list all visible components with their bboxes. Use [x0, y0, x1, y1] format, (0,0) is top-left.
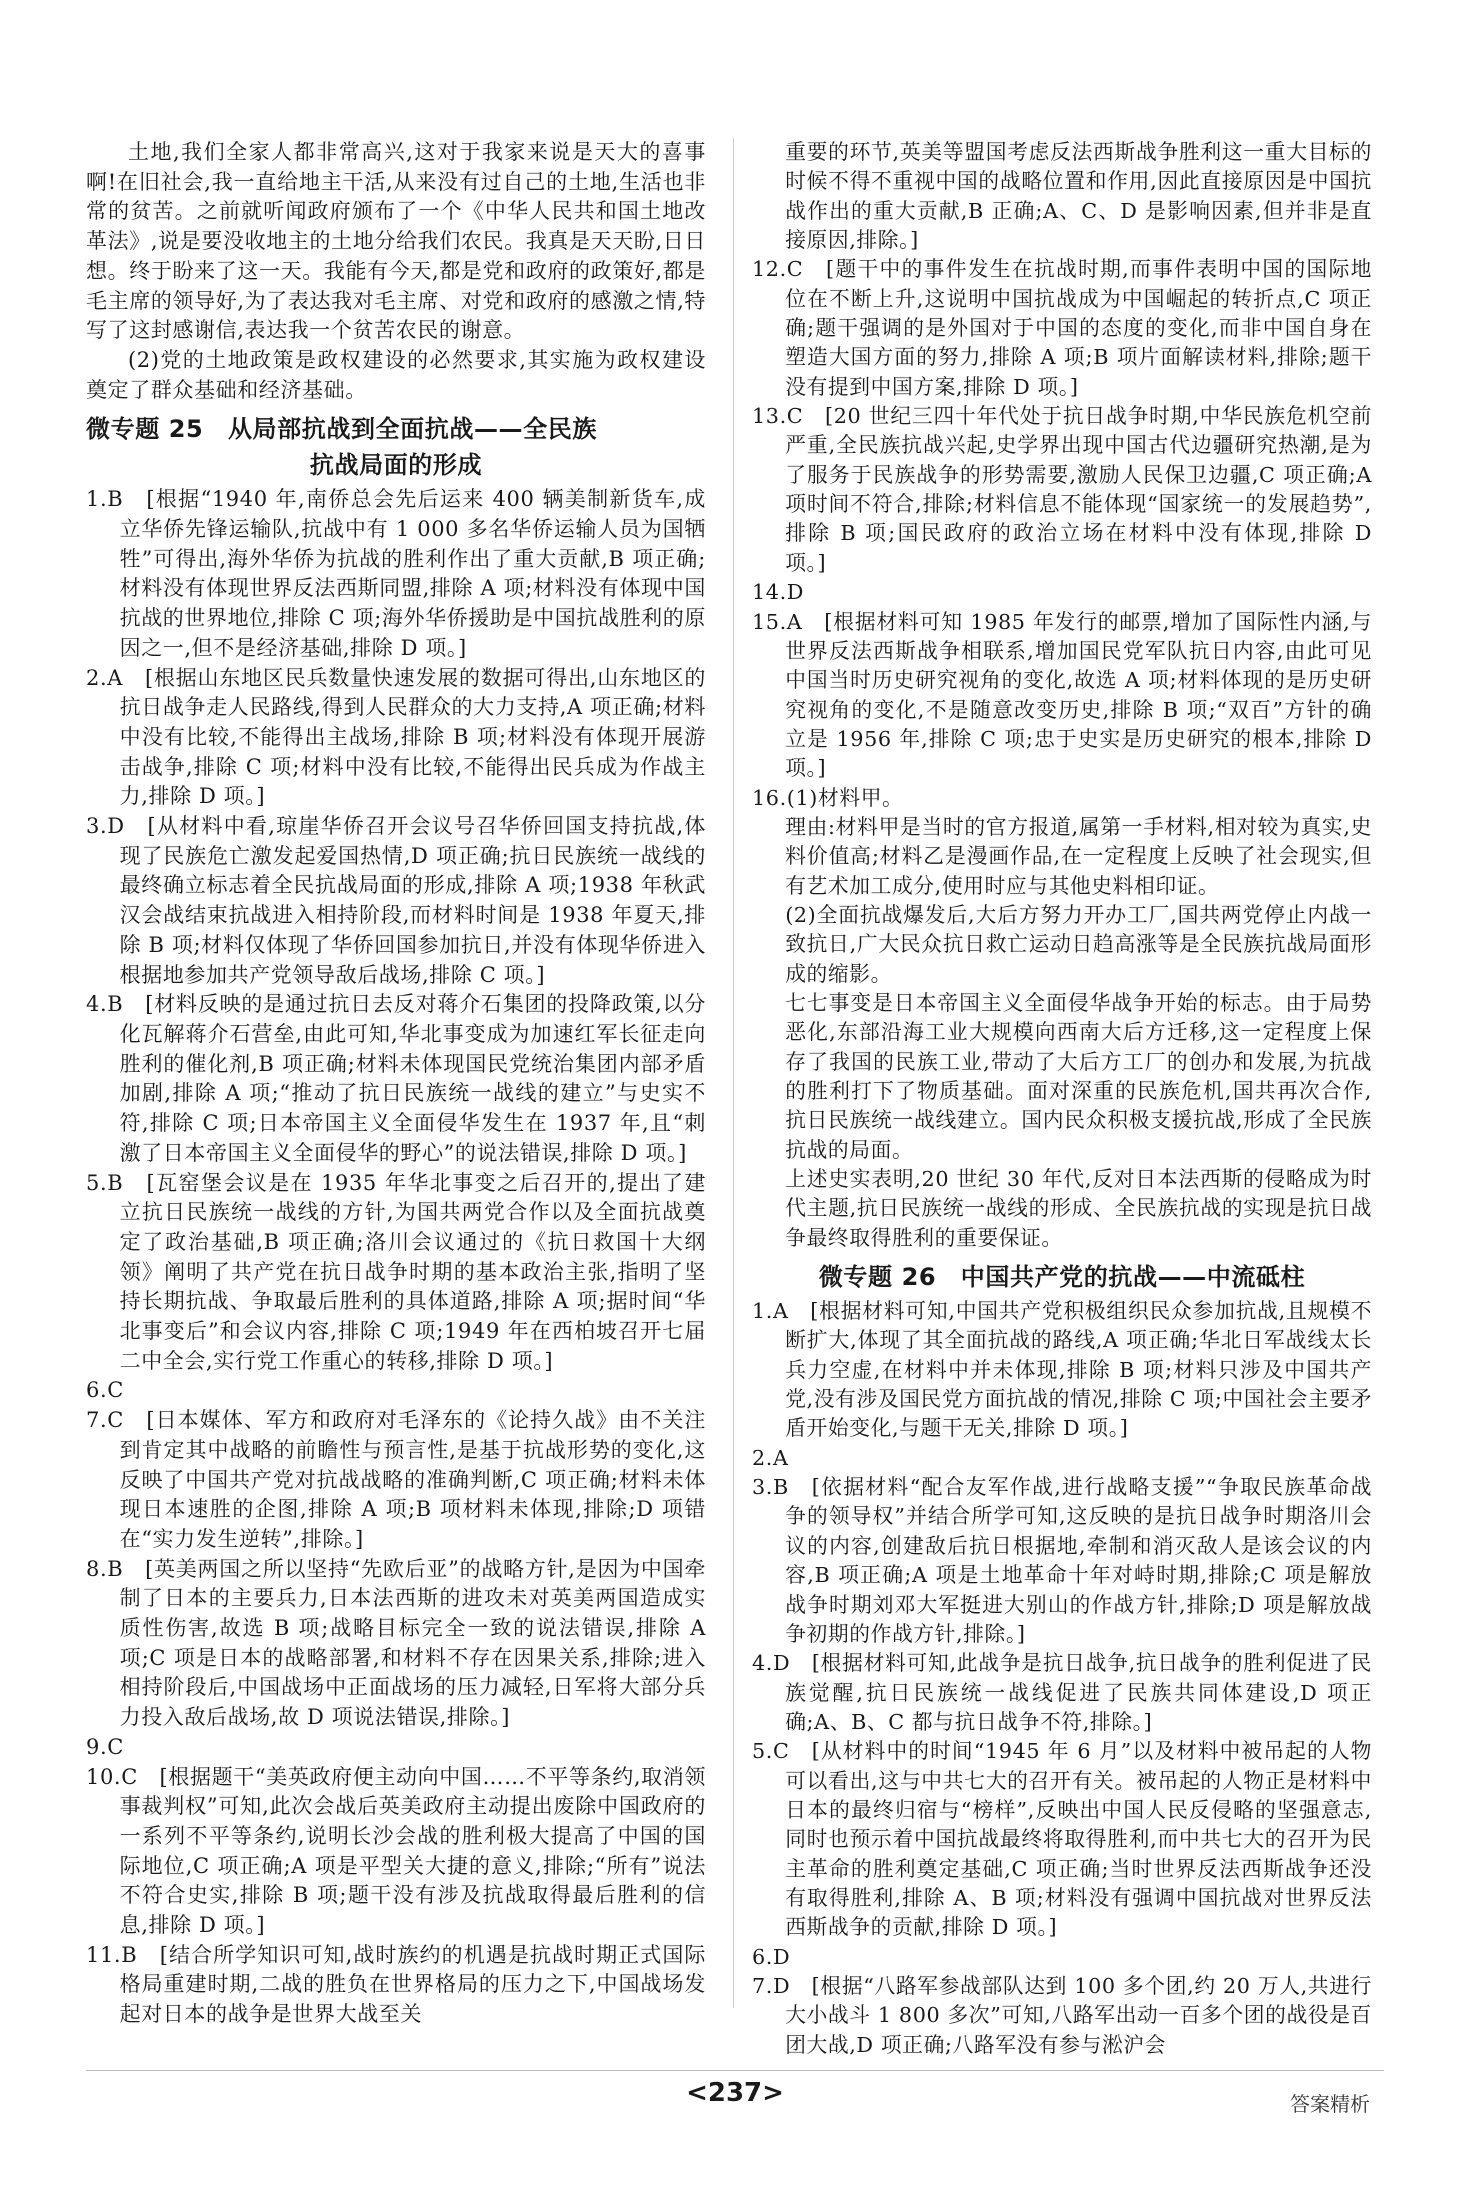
q16-part2-c: 上述史实表明,20 世纪 30 年代,反对日本法西斯的侵略成为时代主题,抗日民族统一战线的形成、全民族抗战的实现是抗日战争最终取得胜利的重要保证。	[785, 1167, 1372, 1250]
answer-item-26-1: 1.A [根据材料可知,中国共产党积极组织民众参加抗战,且规模不断扩大,体现了其全面抗战的路线,A 项正确;华北日军战线太长兵力空虚,在材料中并未体现,排除 B 项;材料只涉及中国共产党,没有涉及国民党方面抗战的情况,排除 C 项;中国社会主要矛盾开始变化,与题干无关,排除 D 项。]	[752, 1299, 1372, 1441]
q16-reason: 理由:材料甲是当时的官方报道,属第一手材料,相对较为真实,史料价值高;材料乙是漫画作品,在一定程度上反映了社会现实,但有艺术加工成分,使用时应与其他史料相印证。	[785, 814, 1372, 898]
q2-paragraph: (2)党的土地政策是政权建设的必然要求,其实施为政权建设奠定了群众基础和经济基础。	[86, 347, 706, 402]
footer-label: 答案精析	[1290, 2092, 1370, 2116]
answer-item-25-7: 7.C [日本媒体、军方和政府对毛泽东的《论持久战》由不关注到肯定其中战略的前瞻性与预言性,是基于抗战形势的变化,这反映了中国共产党对抗战战略的准确判断,C 项正确;材料未体现日本速胜的企图,排除 A 项;B 项材料未体现,排除;D 项错在“实力发生逆转”,排除。]	[86, 1408, 706, 1551]
section-heading-25	[86, 411, 706, 483]
footer-rule	[86, 2070, 1384, 2071]
q16-part2-a: (2)全面抗战爆发后,大后方努力开办工厂,国共两党停止内战一致抗日,广大民众抗日救亡运动日趋高涨等是全民族抗战局面形成的缩影。	[785, 902, 1372, 986]
answer-item-26-6: 6.D	[752, 1944, 791, 1969]
answer-item-26-2: 2.A	[752, 1445, 789, 1470]
right-column	[752, 138, 1372, 2060]
answer-item-25-16: 16.(1)材料甲。	[752, 785, 904, 810]
answer-item-25-6: 6.C	[86, 1378, 124, 1403]
section-heading-25-line1: 微专题 25 从局部抗战到全面抗战——全民族	[86, 415, 597, 444]
answer-item-25-5: 5.B [瓦窑堡会议是在 1935 年华北事变之后召开的,提出了建立抗日民族统一战线的方针,为国共两党合作以及全面抗战奠定了政治基础,B 项正确;洛川会议通过的《抗日救国十大纲领》阐明了共产党在抗日战争时期的基本政治主张,指明了坚持长期抗战、争取最后胜利的具体道路,排除 A 项;据时间“华北事变后”和会议内容,排除 C 项;1949 年在西柏坡召开七届二中全会,实行党工作重心的转移,排除 D 项。]	[86, 1170, 706, 1373]
answer-item-25-10: 10.C [根据题干“美英政府便主动向中国……不平等条约,取消领事裁判权”可知,此次会战后英美政府主动提出废除中国政府的一系列不平等条约,说明长沙会战的胜利极大提高了中国的国际地位,C 项正确;A 项是平型关大捷的意义,排除;“所有”说法不符合史实,排除 B 项;题干没有涉及抗战取得最后胜利的信息,排除 D 项。]	[86, 1764, 706, 1938]
section-heading-26	[752, 1259, 1372, 1295]
answer-item-26-7: 7.D [根据“八路军参战部队达到 100 多个团,约 20 万人,共进行大小战斗 1 800 多次”可知,八路军出动一百多个团的战役是百团大战,D 项正确;八路军没有参与淞沪会	[752, 1973, 1372, 2057]
section-heading-26-title: 微专题 26 中国共产党的抗战——中流砥柱	[818, 1263, 1306, 1292]
q16-part2-b: 七七事变是日本帝国主义全面侵华战争开始的标志。由于局势恶化,东部沿海工业大规模向西南大后方迁移,这一定程度上保存了我国的民族工业,带动了大后方工厂的创办和发展,为抗战的胜利打下了物质基础。面对深重的民族危机,国共再次合作,抗日民族统一战线建立。国内民众积极支援抗战,形成了全民族抗战的局面。	[785, 990, 1372, 1162]
section-heading-25-line2: 抗战局面的形成	[309, 451, 483, 480]
answer-item-25-9: 9.C	[86, 1734, 124, 1759]
answer-item-26-4: 4.D [根据材料可知,此战争是抗日战争,抗日战争的胜利促进了民族觉醒,抗日民族统一战线促进了民族共同体建设,D 项正确;A、B、C 都与抗日战争不符,排除。]	[752, 1651, 1372, 1734]
answer-item-26-5: 5.C [从材料中的时间“1945 年 6 月”以及材料中被吊起的人物可以看出,这与中共七大的召开有关。被吊起的人物正是材料中日本的最终归宿与“榜样”,反映出中国人民反侵略的坚强意志,同时也预示着中国抗战最终将取得胜利,而中共七大的召开为民主革命的胜利奠定基础,C 项正确;当时世界反法西斯战争还没有取得胜利,排除 A、B 项;材料没有强调中国抗战对世界反法西斯战争的贡献,排除 D 项。]	[752, 1739, 1372, 1940]
column-divider	[733, 138, 734, 2008]
answer-item-25-4: 4.B [材料反映的是通过抗日去反对蒋介石集团的投降政策,以分化瓦解蒋介石营垒,由此可知,华北事变成为加速红军长征走向胜利的催化剂,B 项正确;材料未体现国民党统治集团内部矛盾加剧,排除 A 项;“推动了抗日民族统一战线的建立”与史实不符,排除 C 项;日本帝国主义全面侵华发生在 1937 年,且“刺激了日本帝国主义全面侵华的野心”的说法错误,排除 D 项。]	[86, 992, 707, 1165]
answer-item-25-2: 2.A [根据山东地区民兵数量快速发展的数据可得出,山东地区的抗日战争走人民路线,得到人民群众的大力支持,A 项正确;材料中没有比较,不能得出主战场,排除 B 项;材料没有体现开展游击战争,排除 C 项;材料中没有比较,不能得出民兵成为作战主力,排除 D 项。]	[86, 665, 706, 809]
answer-item-26-3: 3.B [依据材料“配合友军作战,进行战略支援”“争取民族革命战争的领导权”并结合所学可知,这反映的是抗日战争时期洛川会议的内容,创建敌后抗日根据地,牵制和消灭敌人是该会议的内容,B 项正确;A 项是土地革命十年对峙时期,排除;C 项是解放战争时期刘邓大军挺进大别山的作战方针,排除;D 项是解放战争初期的作战方针,排除。]	[752, 1475, 1372, 1646]
left-column	[86, 138, 706, 2030]
answer-item-25-12: 12.C [题干中的事件发生在抗战时期,而事件表明中国的国际地位在不断上升,这说明中国抗战成为中国崛起的转折点,C 项正确;题干强调的是外国对于中国的态度的变化,而非中国自身在塑造大国方面的努力,排除 A 项;B 项片面解读材料,排除;题干没有提到中国方案,排除 D 项。]	[752, 257, 1372, 399]
answer-item-25-15: 15.A [根据材料可知 1985 年发行的邮票,增加了国际性内涵,与世界反法西斯战争相联系,增加国民党军队抗日内容,由此可见中国当时历史研究视角的变化,故选 A 项;材料体现的是历史研究视角的变化,不是随意改变历史,排除 B 项;“双百”方针的确立是 1956 年,排除 C 项;忠于史实是历史研究的根本,排除 D 项。]	[752, 609, 1372, 781]
answer-item-25-11: 11.B [结合所学知识可知,战时族约的机遇是抗战时期正式国际格局重建时期,二战的胜负在世界格局的压力之下,中国战场发起对日本的战争是世界大战至关	[86, 1942, 706, 2027]
answer-item-25-8: 8.B [英美两国之所以坚持“先欧后亚”的战略方针,是因为中国牵制了日本的主要兵力,日本法西斯的进攻未对英美两国造成实质性伤害,故选 B 项;战略目标完全一致的说法错误,排除 A 项;C 项是日本的战略部署,和材料不存在因果关系,排除;进入相持阶段后,中国战场中正面战场的压力减轻,日军将大部分兵力投入敌后战场,故 D 项说法错误,排除。]	[86, 1556, 706, 1730]
page-number: <237>	[686, 2078, 784, 2108]
answer-item-25-11-cont: 重要的环节,英美等盟国考虑反法西斯战争胜利这一重大目标的时候不得不重视中国的战略位置和作用,因此直接原因是中国抗战作出的重大贡献,B 正确;A、C、D 是影响因素,但并非是直接原因,排除。]	[785, 140, 1372, 253]
answer-item-25-3: 3.D [从材料中看,琼崖华侨召开会议号召华侨回国支持抗战,体现了民族危亡激发起爱国热情,D 项正确;抗日民族统一战线的最终确立标志着全民抗战局面的形成,排除 A 项;1938 年秋武汉会战结束抗战进入相持阶段,而材料时间是 1938 年夏天,排除 B 项;材料仅体现了华侨回国参加抗日,并没有体现华侨进入根据地参加共产党领导敌后战场,排除 C 项。]	[86, 814, 706, 987]
answer-item-25-1: 1.B [根据“1940 年,南侨总会先后运来 400 辆美制新货车,成立华侨先锋运输队,抗战中有 1 000 多名华侨运输人员为国牺牲”可得出,海外华侨为抗战的胜利作出了重大贡献,B 项正确;材料没有体现世界反法西斯同盟,排除 A 项;材料没有体现中国抗战的世界地位,排除 C 项;海外华侨援助是中国抗战胜利的原因之一,但不是经济基础,排除 D 项。]	[86, 487, 706, 660]
intro-paragraph: 土地,我们全家人都非常高兴,这对于我家来说是天大的喜事啊!在旧社会,我一直给地主干活,从来没有过自己的土地,生活也非常的贫苦。之前就听闻政府颁布了一个《中华人民共和国土地改革法》,说是要没收地主的土地分给我们农民。我真是天天盼,日日想。终于盼来了这一天。我能有今天,都是党和政府的政策好,都是毛主席的领导好,为了表达我对毛主席、对党和政府的感激之情,特写了这封感谢信,表达我一个贫苦农民的谢意。	[86, 140, 706, 343]
answer-item-25-14: 14.D	[752, 580, 805, 605]
answer-item-25-13: 13.C [20 世纪三四十年代处于抗日战争时期,中华民族危机空前严重,全民族抗战兴起,史学界出现中国古代边疆研究热潮,是为了服务于民族战争的形势需要,激励人民保卫边疆,C 项正确;A 项时间不符合,排除;材料信息不能体现“国家统一的发展趋势”,排除 B 项;国民政府的政治立场在材料中没有体现,排除 D 项。]	[752, 404, 1372, 575]
